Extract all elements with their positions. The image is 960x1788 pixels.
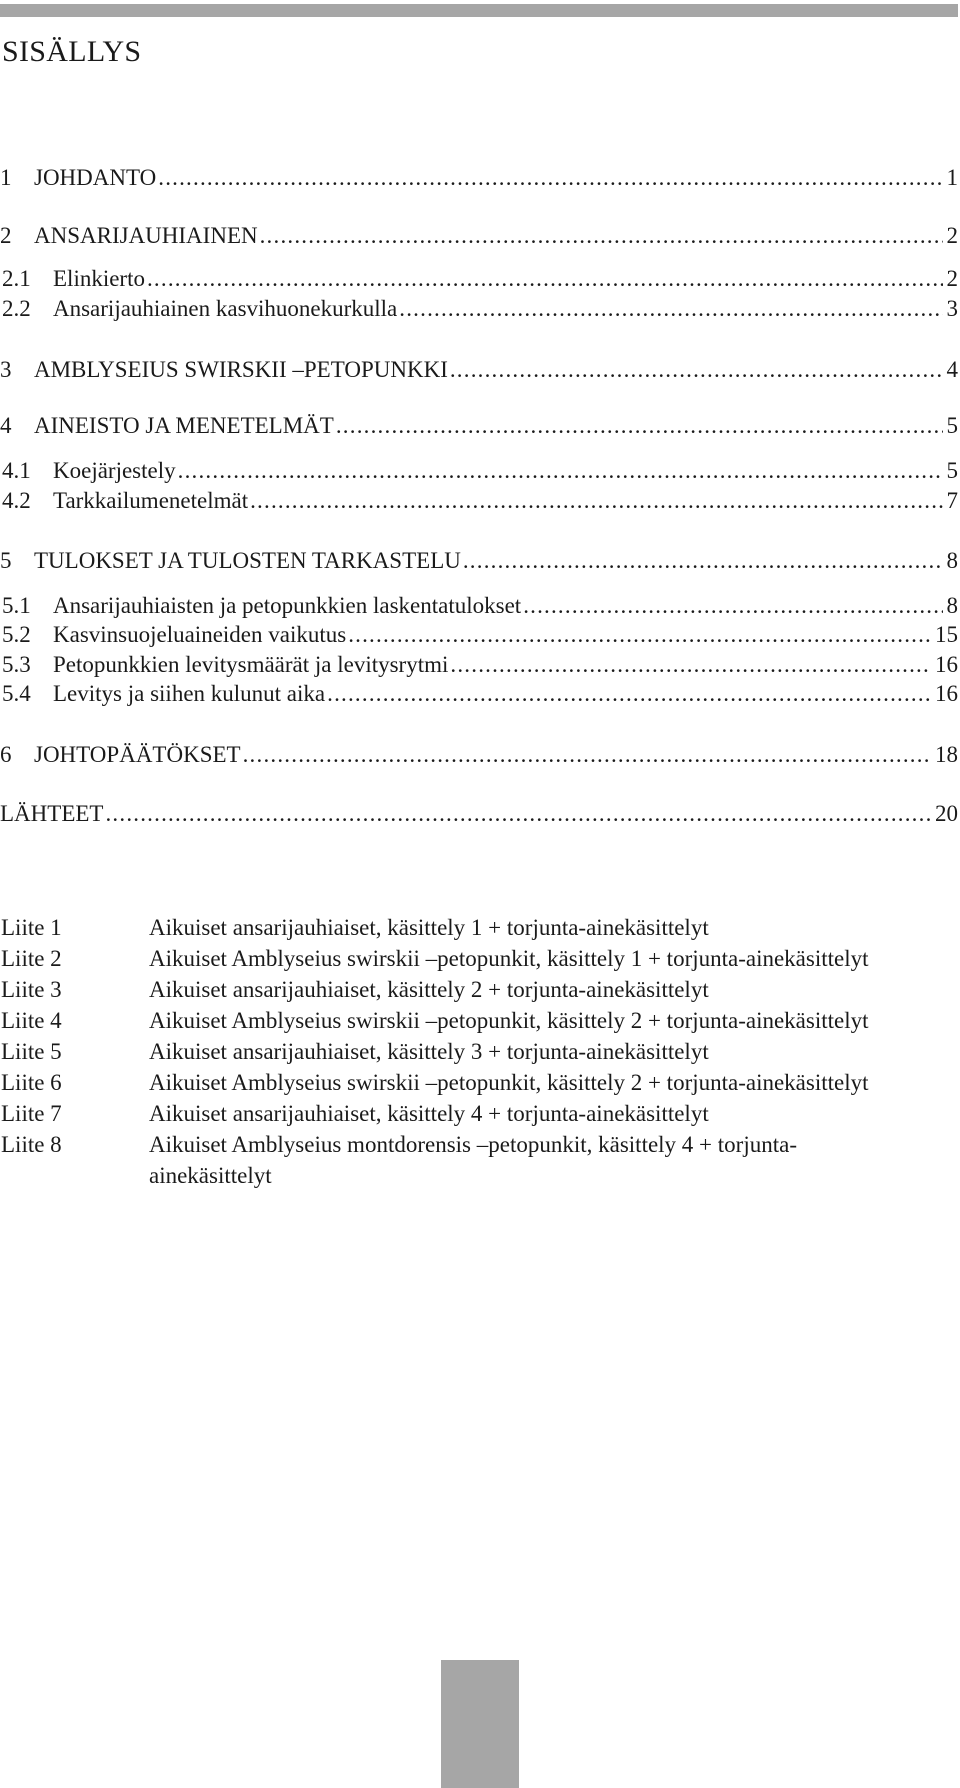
appendix-title: Aikuiset ansarijauhiaiset, käsittely 4 + torjunta-ainekäsittelyt <box>149 1101 709 1126</box>
toc-entry[interactable] <box>0 481 958 515</box>
toc-entry[interactable] <box>0 541 958 575</box>
toc-entry[interactable] <box>0 735 958 769</box>
toc-entry[interactable] <box>0 674 958 708</box>
toc-entry-label: Koejärjestely <box>53 458 176 483</box>
toc-entry-page: 16 <box>935 681 958 706</box>
toc-entry[interactable] <box>0 216 958 250</box>
appendix-item[interactable] <box>0 1129 958 1191</box>
appendix-label: Liite 3 <box>1 977 62 1002</box>
toc-entry-page: 15 <box>935 622 958 647</box>
footer-page-marker <box>441 1660 519 1788</box>
appendix-item[interactable] <box>0 1005 958 1036</box>
appendix-label: Liite 8 <box>1 1132 62 1157</box>
toc-entry-label: Tarkkailumenetelmät <box>53 488 249 513</box>
toc-dot-leader <box>250 487 942 515</box>
appendix-item[interactable] <box>0 974 958 1005</box>
toc-entry-label: Levitys ja siihen kulunut aika <box>53 681 326 706</box>
toc-entry-page: 20 <box>935 801 958 826</box>
toc-entry-number: 3 <box>0 357 12 382</box>
appendix-label: Liite 2 <box>1 946 62 971</box>
appendix-title: Aikuiset Amblyseius swirskii –petopunkit, käsittely 2 + torjunta-ainekäsittelyt <box>149 1070 869 1095</box>
appendix-label: Liite 4 <box>1 1008 62 1033</box>
toc-entry-page: 5 <box>946 413 958 438</box>
toc-entry[interactable] <box>0 451 958 485</box>
toc-dot-leader <box>105 800 931 828</box>
toc-entry-label: Ansarijauhiaisten ja petopunkkien laskentatulokset <box>53 593 522 618</box>
appendix-title: Aikuiset ansarijauhiaiset, käsittely 2 + torjunta-ainekäsittelyt <box>149 977 709 1002</box>
appendix-title: Aikuiset Amblyseius montdorensis –petopunkit, käsittely 4 + torjunta-ainekäsittelyt <box>149 1132 797 1188</box>
appendix-title: Aikuiset ansarijauhiaiset, käsittely 1 + torjunta-ainekäsittelyt <box>149 915 709 940</box>
appendix-item[interactable] <box>0 1067 958 1098</box>
toc-entry-label: JOHDANTO <box>34 165 157 190</box>
toc-entry[interactable] <box>0 350 958 384</box>
toc-entry-label: TULOKSET JA TULOSTEN TARKASTELU <box>34 548 461 573</box>
toc-dot-leader <box>243 741 931 769</box>
appendix-list <box>0 912 958 1191</box>
toc-entry-page: 16 <box>935 652 958 677</box>
toc-entry-page: 18 <box>935 742 958 767</box>
toc-dot-leader <box>158 164 942 192</box>
appendix-title: Aikuiset Amblyseius swirskii –petopunkit, käsittely 2 + torjunta-ainekäsittelyt <box>149 1008 869 1033</box>
toc-entry-number: 2 <box>0 223 12 248</box>
toc-entry-number: 5.3 <box>2 652 31 677</box>
appendix-label: Liite 1 <box>1 915 62 940</box>
toc-dot-leader <box>260 222 943 250</box>
toc-entry-number: 1 <box>0 165 12 190</box>
toc-entry-number: 5.4 <box>2 681 31 706</box>
toc-entry-page: 2 <box>946 266 958 291</box>
appendix-item[interactable] <box>0 912 958 943</box>
toc-dot-leader <box>463 547 943 575</box>
appendix-label: Liite 7 <box>1 1101 62 1126</box>
toc-entry[interactable] <box>0 158 958 192</box>
appendix-label: Liite 5 <box>1 1039 62 1064</box>
toc-entry-label: Kasvinsuojeluaineiden vaikutus <box>53 622 347 647</box>
appendix-item[interactable] <box>0 943 958 974</box>
toc-dot-leader <box>399 295 942 323</box>
toc-entry-label: AINEISTO JA MENETELMÄT <box>34 413 334 438</box>
toc-entry-number: 2.1 <box>2 266 31 291</box>
toc-entry-label: Ansarijauhiainen kasvihuonekurkulla <box>53 296 398 321</box>
toc-entry[interactable] <box>0 794 958 828</box>
toc-entry-page: 8 <box>946 593 958 618</box>
appendix-title: Aikuiset Amblyseius swirskii –petopunkit, käsittely 1 + torjunta-ainekäsittelyt <box>149 946 869 971</box>
toc-entry[interactable] <box>0 406 958 440</box>
toc-entry-label: JOHTOPÄÄTÖKSET <box>34 742 241 767</box>
toc-entry-page: 2 <box>946 223 958 248</box>
toc-entry[interactable] <box>0 259 958 293</box>
page-title: SISÄLLYS <box>2 35 142 68</box>
toc-entry-number: 5.1 <box>2 593 31 618</box>
toc-entry-number: 4.2 <box>2 488 31 513</box>
appendix-item[interactable] <box>0 1036 958 1067</box>
toc-entry-number: 5 <box>0 548 12 573</box>
toc-entry-number: 5.2 <box>2 622 31 647</box>
toc-entry-number: 4.1 <box>2 458 31 483</box>
toc-entry-page: 8 <box>946 548 958 573</box>
toc-entry[interactable] <box>0 615 958 649</box>
toc-entry-page: 7 <box>946 488 958 513</box>
toc-dot-leader <box>450 356 943 384</box>
toc-entry[interactable] <box>0 289 958 323</box>
toc-entry-page: 5 <box>946 458 958 483</box>
appendix-title: Aikuiset ansarijauhiaiset, käsittely 3 + torjunta-ainekäsittelyt <box>149 1039 709 1064</box>
toc-entry-page: 4 <box>946 357 958 382</box>
toc-entry-label: AMBLYSEIUS SWIRSKII –PETOPUNKKI <box>34 357 448 382</box>
toc-dot-leader <box>336 412 943 440</box>
toc-entry-label: LÄHTEET <box>0 801 104 826</box>
toc-entry-label: Petopunkkien levitysmäärät ja levitysrytmi <box>53 652 449 677</box>
toc-entry-number: 4 <box>0 413 12 438</box>
toc-entry-number: 2.2 <box>2 296 31 321</box>
header-rule <box>0 4 958 17</box>
toc-entry-label: ANSARIJAUHIAINEN <box>34 223 258 248</box>
appendix-item[interactable] <box>0 1098 958 1129</box>
appendix-label: Liite 6 <box>1 1070 62 1095</box>
toc-entry-page: 3 <box>946 296 958 321</box>
toc-entry-page: 1 <box>946 165 958 190</box>
toc-dot-leader <box>327 680 931 708</box>
toc-entry-number: 6 <box>0 742 12 767</box>
toc-entry-label: Elinkierto <box>53 266 145 291</box>
